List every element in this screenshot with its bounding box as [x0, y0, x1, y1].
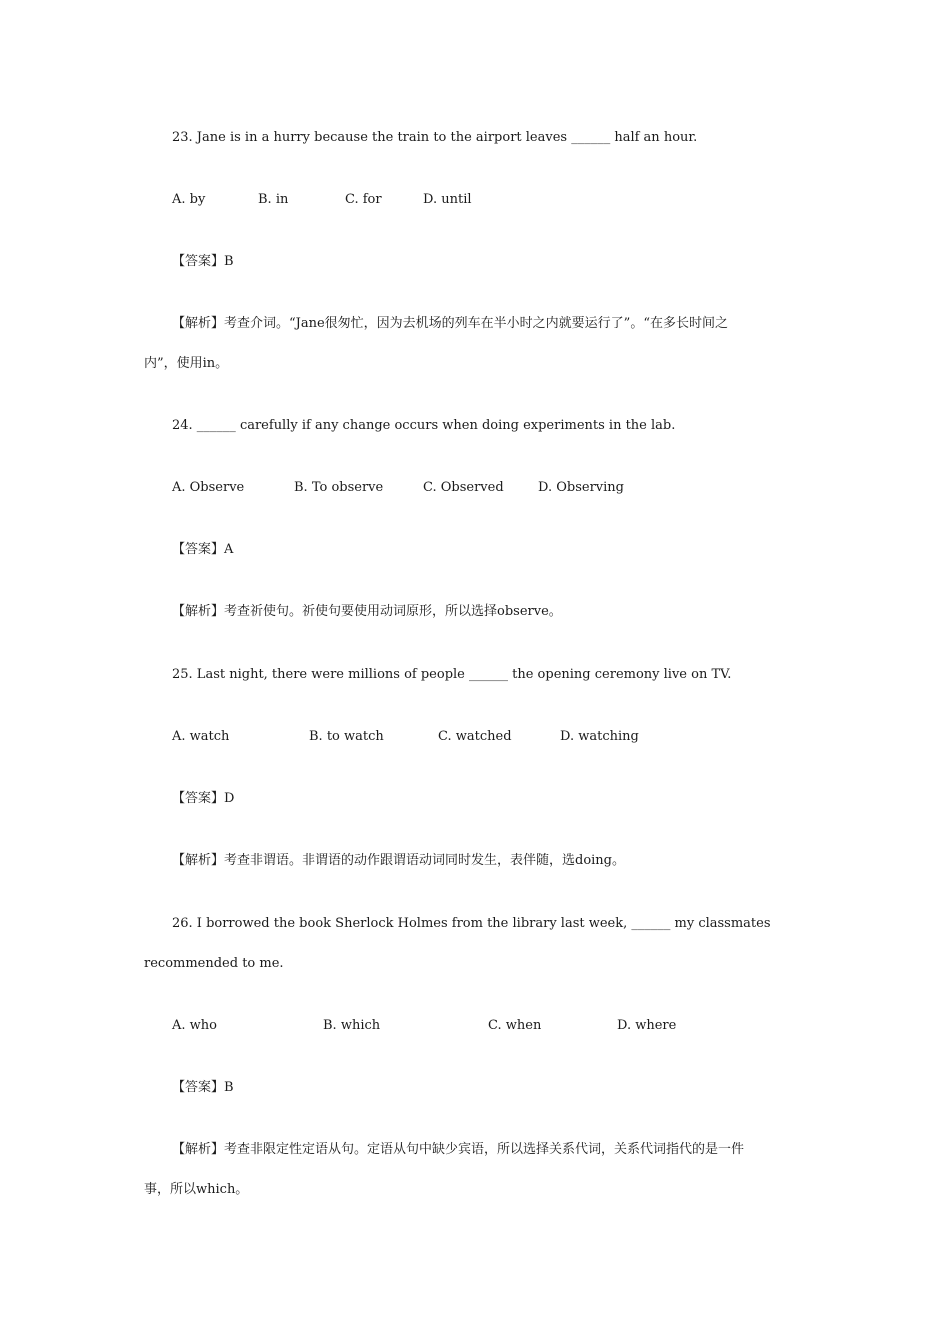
- q24-option-c: C. Observed: [423, 480, 504, 495]
- q23-option-a: A. by: [172, 192, 206, 207]
- q24-option-b: B. To observe: [294, 480, 384, 495]
- question-26-stem-line-1: 26. I borrowed the book Sherlock Holmes from the library last week, ______ my classmates: [172, 916, 771, 931]
- q26-option-d: D. where: [617, 1018, 677, 1033]
- q24-analysis: 【解析】考查祈使句。祈使句要使用动词原形，所以选择observe。: [172, 604, 562, 619]
- q25-option-c: C. watched: [438, 729, 512, 744]
- q23-option-c: C. for: [345, 192, 382, 207]
- question-23-stem: 23. Jane is in a hurry because the train to the airport leaves ______ half an hour.: [172, 130, 698, 145]
- q23-option-b: B. in: [258, 192, 289, 207]
- q25-analysis: 【解析】考查非谓语。非谓语的动作跟谓语动词同时发生，表伴随，选doing。: [172, 853, 626, 868]
- q24-option-d: D. Observing: [538, 480, 624, 495]
- q26-answer: 【答案】B: [172, 1080, 234, 1095]
- q23-option-d: D. until: [423, 192, 472, 207]
- q25-answer: 【答案】D: [172, 791, 235, 806]
- question-25-stem: 25. Last night, there were millions of people ______ the opening ceremony live on TV.: [172, 667, 732, 682]
- q26-option-a: A. who: [172, 1018, 217, 1033]
- q24-option-a: A. Observe: [172, 480, 245, 495]
- q23-analysis-line-1: 【解析】考查介词。“Jane很匆忙，因为去机场的列车在半小时之内就要运行了”。“在多长时间之: [172, 316, 728, 331]
- q26-analysis-line-2: 事，所以which。: [144, 1182, 249, 1197]
- question-26-stem-line-2: recommended to me.: [144, 956, 284, 971]
- q26-option-b: B. which: [323, 1018, 381, 1033]
- q26-analysis-line-1: 【解析】考查非限定性定语从句。定语从句中缺少宾语，所以选择关系代词，关系代词指代的是一件: [172, 1142, 745, 1157]
- q23-answer: 【答案】B: [172, 254, 234, 269]
- q24-answer: 【答案】A: [172, 542, 234, 557]
- q26-option-c: C. when: [488, 1018, 542, 1033]
- question-24-stem: 24. ______ carefully if any change occurs when doing experiments in the lab.: [172, 418, 676, 433]
- q25-option-b: B. to watch: [309, 729, 384, 744]
- q25-option-d: D. watching: [560, 729, 639, 744]
- q23-analysis-line-2: 内”，使用in。: [144, 356, 229, 371]
- q25-option-a: A. watch: [172, 729, 230, 744]
